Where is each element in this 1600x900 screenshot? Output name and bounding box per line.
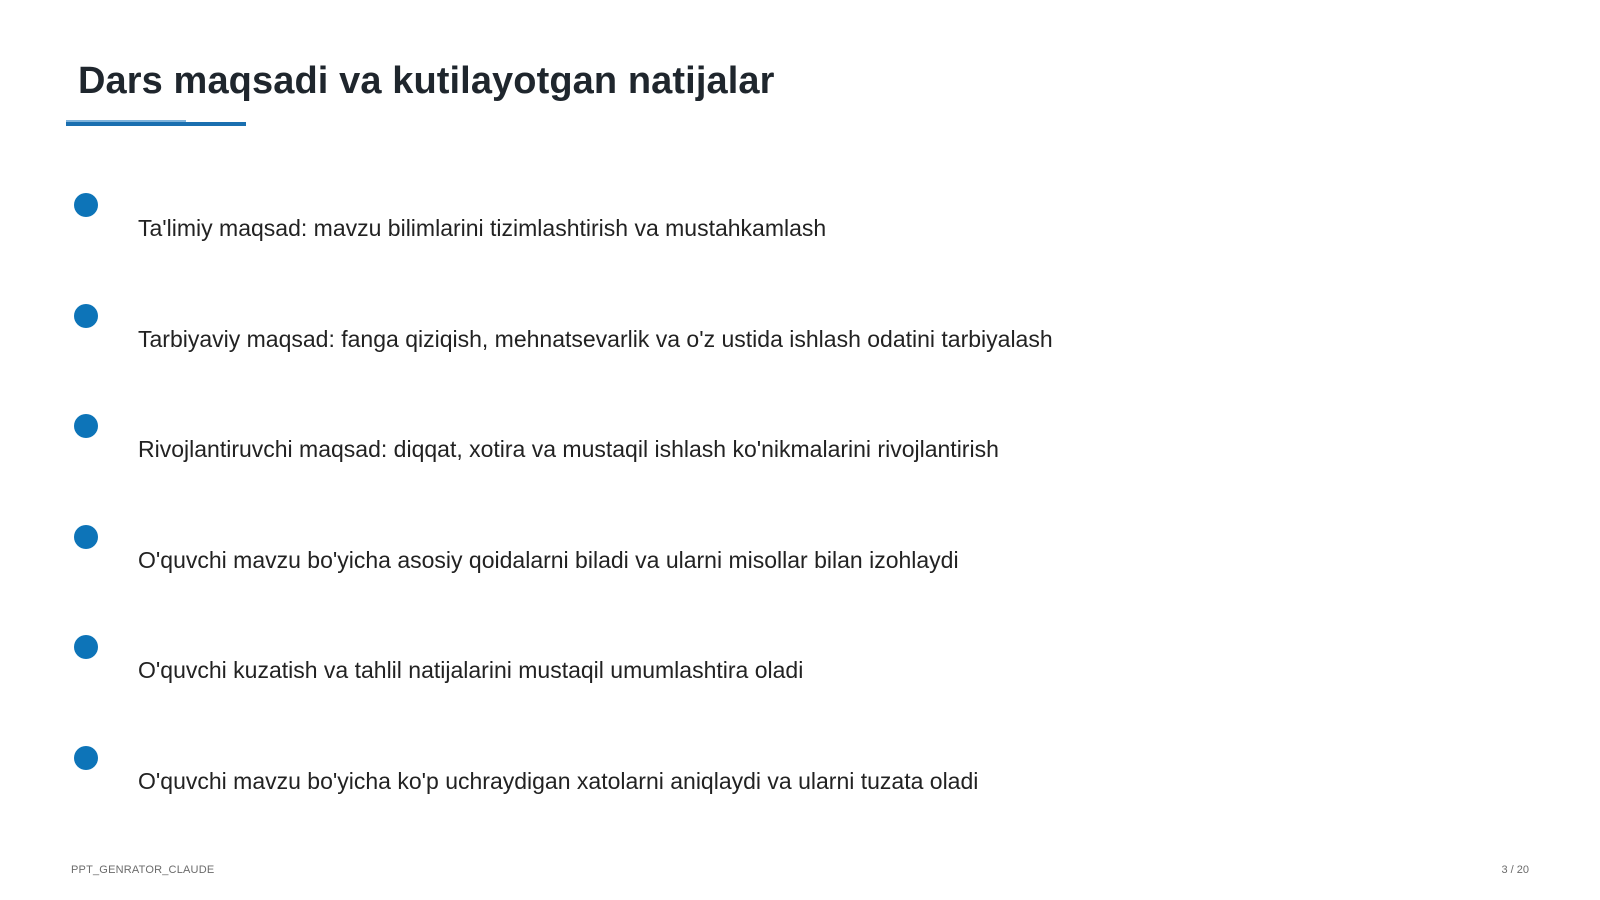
bullet-dot-icon: [74, 304, 98, 328]
bullet-dot-icon: [74, 746, 98, 770]
list-item: [0, 414, 1400, 494]
bullet-text: O'quvchi mavzu bo'yicha asosiy qoidalarni biladi va ularni misollar bilan izohlaydi: [138, 547, 959, 573]
footer-generator-label: PPT_GENRATOR_CLAUDE: [71, 864, 215, 876]
bullet-text: O'quvchi mavzu bo'yicha ko'p uchraydigan xatolarni aniqlaydi va ularni tuzata oladi: [138, 768, 979, 794]
page-indicator: 3 / 20: [1501, 864, 1529, 876]
title-underline-accent: [66, 120, 186, 122]
bullet-text: Rivojlantiruvchi maqsad: diqqat, xotira va mustaqil ishlash ko'nikmalarini rivojlantirish: [138, 436, 999, 462]
list-item: [0, 635, 1400, 715]
bullet-dot-icon: [74, 414, 98, 438]
bullet-text: Ta'limiy maqsad: mavzu bilimlarini tizimlashtirish va mustahkamlash: [138, 215, 827, 241]
bullet-dot-icon: [74, 193, 98, 217]
bullet-dot-icon: [74, 635, 98, 659]
list-item: [0, 304, 1400, 384]
list-item: [0, 746, 1400, 826]
bullet-text: Tarbiyaviy maqsad: fanga qiziqish, mehnatsevarlik va o'z ustida ishlash odatini tarbiyalash: [138, 326, 1053, 352]
bullet-dot-icon: [74, 525, 98, 549]
title-underline: [66, 122, 246, 126]
list-item: [0, 525, 1400, 605]
slide-title: Dars maqsadi va kutilayotgan natijalar: [78, 60, 775, 102]
bullet-text: O'quvchi kuzatish va tahlil natijalarini mustaqil umumlashtira oladi: [138, 657, 804, 683]
list-item: [0, 193, 1400, 273]
